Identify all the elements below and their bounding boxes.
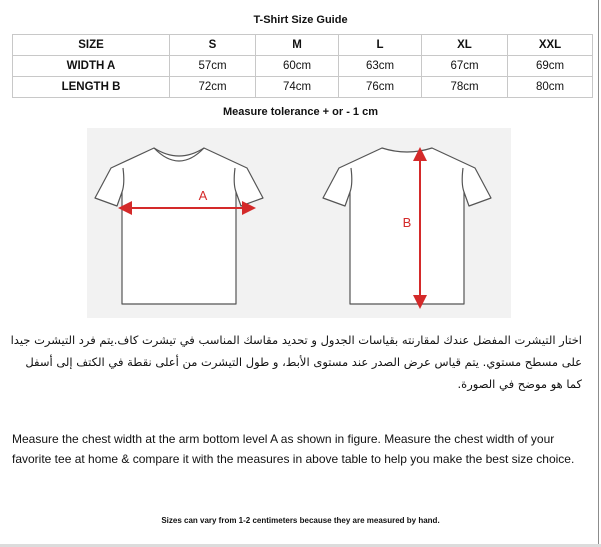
table-header-row: [13, 35, 593, 56]
table-cell: 57cm: [170, 56, 256, 77]
table-cell: 67cm: [422, 56, 508, 77]
arabic-instructions: اختار التيشرت المفضل عندك لمقارنته بقياسات الجدول و تحديد مقاسك المناسب في تيشرت كاف.يتم فرد التيشرت جيدا على مسطح مستوي. يتم قياس عرض الصدر عند مستوى الأبط، و طول التيشرت من أعلى نقطة في الكتف إلى أسفل كما هو موضح في الصورة.: [10, 333, 582, 391]
table-row: [13, 77, 593, 98]
header-cell: S: [170, 35, 256, 56]
tshirt-measure-figure: [87, 128, 511, 318]
row-label: WIDTH A: [13, 56, 170, 77]
table-cell: 76cm: [339, 77, 422, 98]
tshirt-front-icon: [95, 148, 263, 304]
table-row: [13, 56, 593, 77]
label-b: B: [402, 215, 412, 230]
label-a: A: [198, 188, 208, 203]
size-table: [12, 34, 593, 98]
english-instructions: Measure the chest width at the arm bottom level A as shown in figure. Measure the chest width of your favorite tee at home & compare it with the measures in above table to help you make the best size choice.: [12, 432, 575, 466]
header-cell: XL: [422, 35, 508, 56]
table-cell: 63cm: [339, 56, 422, 77]
page-title: T-Shirt Size Guide: [253, 14, 348, 26]
table-cell: 80cm: [508, 77, 593, 98]
table-cell: 60cm: [256, 56, 339, 77]
header-cell: L: [339, 35, 422, 56]
footer-note: Sizes can vary from 1-2 centimeters because they are measured by hand.: [161, 516, 440, 525]
table-cell: 69cm: [508, 56, 593, 77]
table-cell: 78cm: [422, 77, 508, 98]
window-frame-right: [598, 0, 599, 547]
row-label: LENGTH B: [13, 77, 170, 98]
table-cell: 74cm: [256, 77, 339, 98]
header-cell: M: [256, 35, 339, 56]
header-cell: XXL: [508, 35, 593, 56]
tolerance-note: Measure tolerance + or - 1 cm: [223, 106, 378, 118]
table-cell: 72cm: [170, 77, 256, 98]
header-cell: SIZE: [13, 35, 170, 56]
